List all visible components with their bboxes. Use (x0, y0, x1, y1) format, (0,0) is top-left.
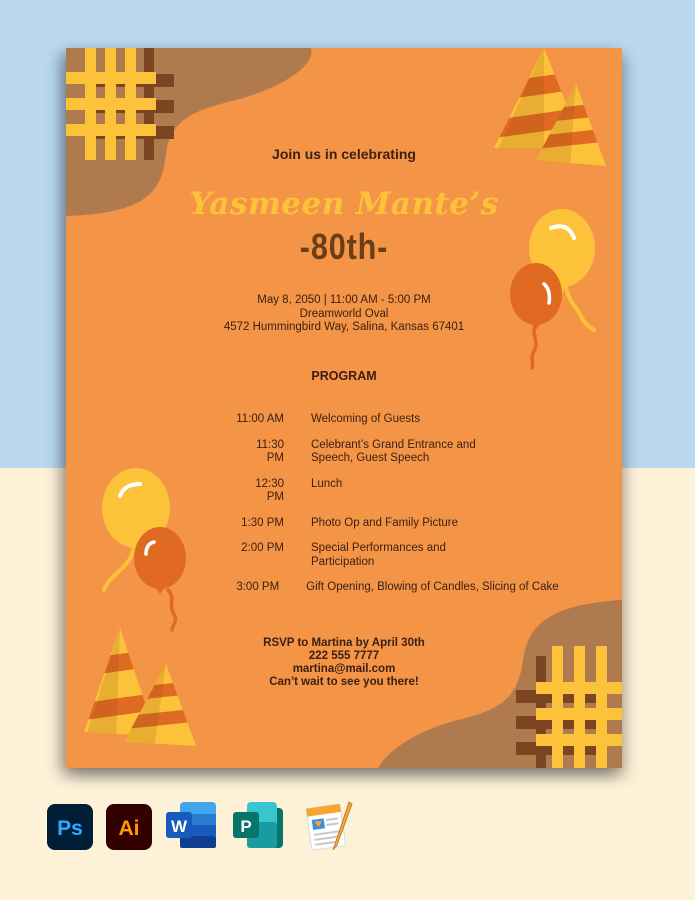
program-description (306, 581, 576, 595)
invitation-card (66, 48, 622, 768)
venue: Dreamworld Oval (299, 307, 389, 320)
illustrator-icon[interactable] (106, 804, 152, 850)
program-item (236, 517, 576, 531)
program-item (236, 581, 576, 595)
program-description (311, 542, 571, 569)
illustrator-label: Ai (118, 817, 140, 840)
program-line: Participation (311, 555, 375, 568)
intro-text: Join us in celebrating (272, 146, 416, 162)
publisher-label: P (240, 817, 252, 836)
program-time: 1:30 PM (241, 516, 284, 529)
program-line: Gift Opening, Blowing of Candles, Slicing of Cake (306, 581, 559, 593)
rsvp-closing: Can’t wait to see you there! (269, 676, 419, 688)
program-time: 3:00 PM (236, 581, 280, 593)
program-description (311, 439, 571, 466)
program-item (236, 478, 576, 505)
program-item (236, 413, 576, 427)
program-time: 12:30 PM (255, 477, 284, 503)
program-line: Welcoming of Guests (311, 413, 421, 425)
program-time: 11:30 PM (256, 438, 284, 464)
invitation-content (66, 48, 622, 768)
photoshop-label: Ps (57, 817, 83, 840)
event-details (66, 294, 622, 335)
program-line: Lunch (311, 477, 343, 490)
pages-icon[interactable] (305, 800, 353, 852)
program-time: 2:00 PM (241, 542, 284, 554)
date-time: May 8, 2050 | 11:00 AM - 5:00 PM (257, 294, 431, 306)
word-label: W (170, 817, 188, 836)
program-line: Speech, Guest Speech (311, 452, 430, 464)
publisher-icon[interactable] (233, 802, 285, 850)
program-line: Celebrant’s Grand Entrance and (311, 438, 476, 451)
program-description (311, 517, 571, 531)
program-description (311, 413, 571, 427)
program-description (311, 478, 571, 505)
program-line: Photo Op and Family Picture (311, 516, 459, 529)
program-title: PROGRAM (311, 369, 377, 383)
program-list (236, 413, 576, 607)
age-heading: -80th- (299, 226, 389, 267)
celebrant-name: Yasmeen Mante’s (189, 186, 499, 222)
program-item (236, 439, 576, 466)
program-time: 11:00 AM (236, 413, 284, 425)
rsvp-line: RSVP to Martina by April 30th (263, 637, 425, 649)
program-item (236, 542, 576, 569)
program-line: Special Performances and (311, 542, 446, 554)
word-icon[interactable] (166, 802, 218, 850)
photoshop-icon[interactable] (47, 804, 93, 850)
rsvp-block (66, 637, 622, 689)
rsvp-phone: 222 555 7777 (308, 650, 380, 662)
address: 4572 Hummingbird Way, Salina, Kansas 67401 (223, 321, 465, 333)
rsvp-email: martina@mail.com (292, 663, 396, 675)
